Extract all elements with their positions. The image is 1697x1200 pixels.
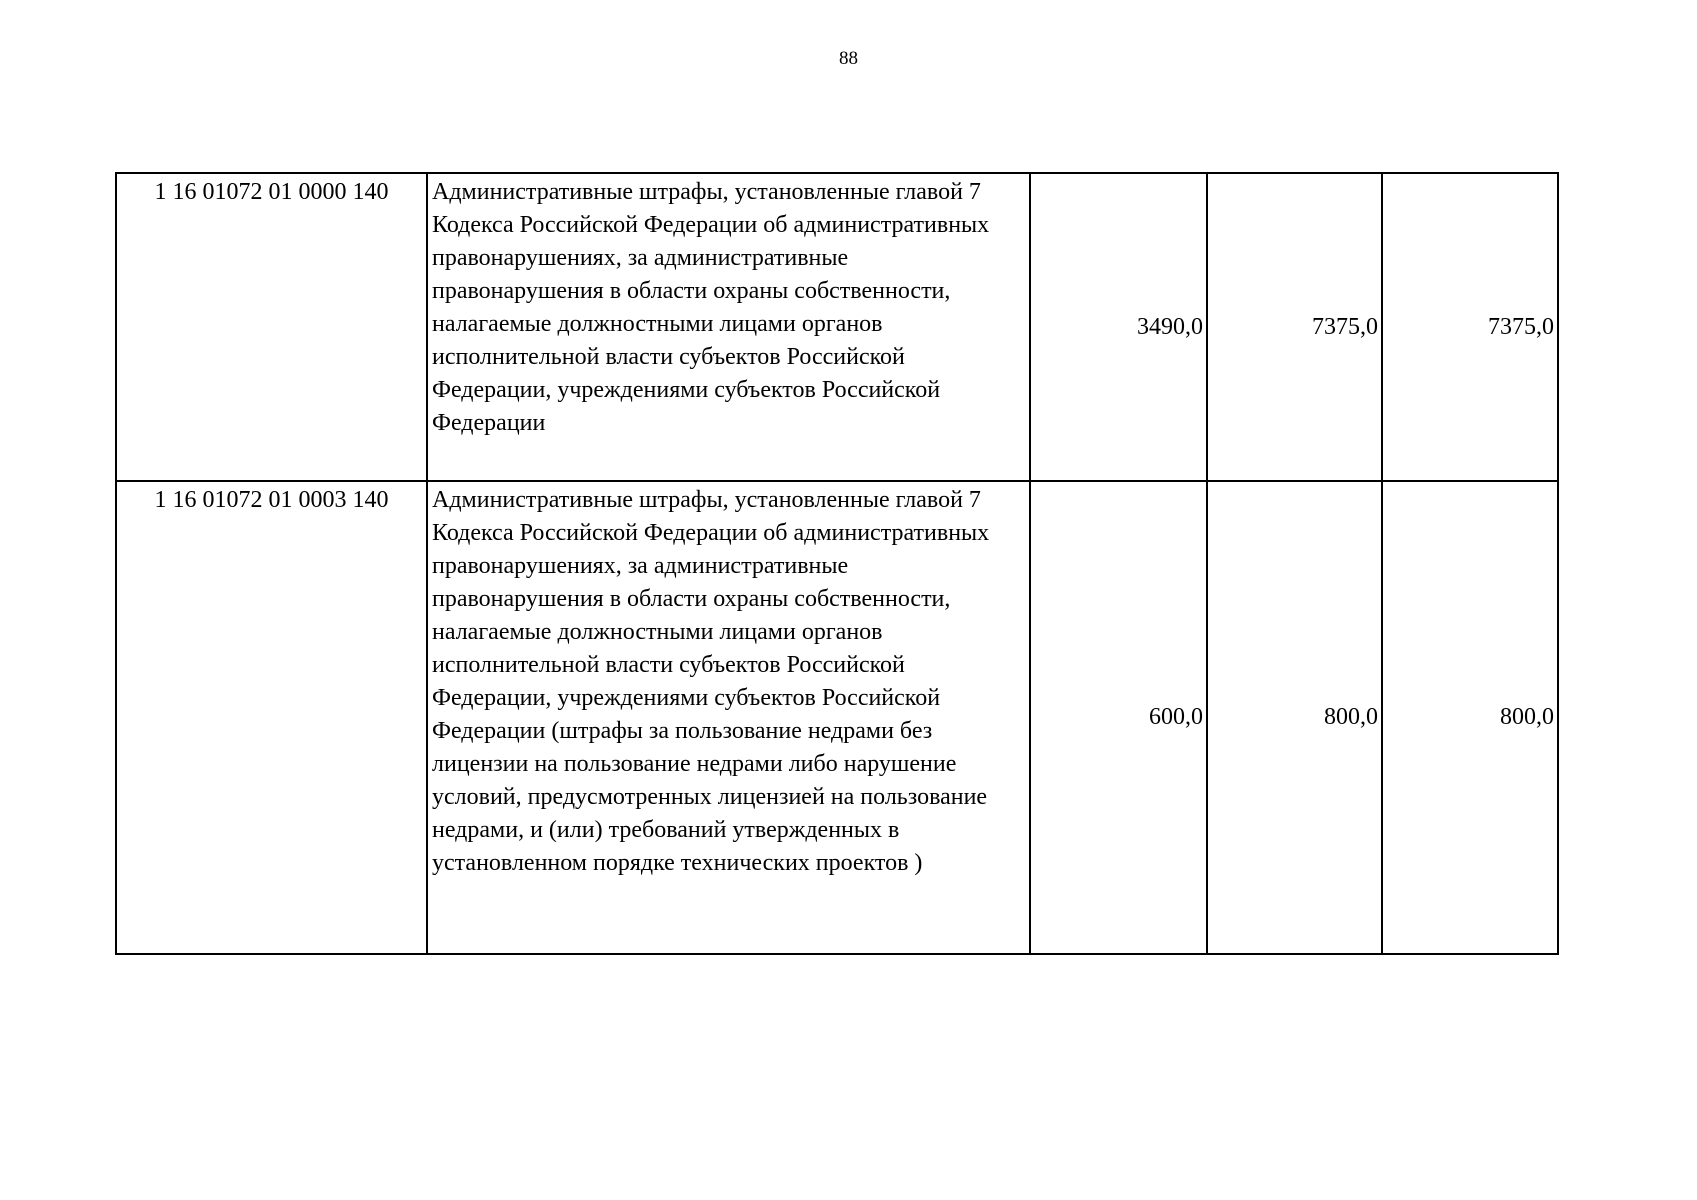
description-cell: Административные штрафы, установленные главой 7 Кодекса Российской Федерации об административных правонарушениях, за административные правонарушения в области охраны собственности, налагаемые должностными лицами органов исполнительной власти субъектов Российской Федерации, учреждениями субъектов Российской Федерации (штрафы за пользование недрами без лицензии на пользование недрами либо нарушение условий, предусмотренных лицензией на пользование недрами, и (или) требований утвержденных в установленном порядке технических проектов ) bbox=[427, 481, 1030, 954]
budget-code-cell: 1 16 01072 01 0000 140 bbox=[116, 173, 427, 481]
description-cell: Административные штрафы, установленные главой 7 Кодекса Российской Федерации об административных правонарушениях, за административные правонарушения в области охраны собственности, налагаемые должностными лицами органов исполнительной власти субъектов Российской Федерации, учреждениями субъектов Российской Федерации bbox=[427, 173, 1030, 481]
table-row bbox=[116, 481, 1558, 954]
value-cell-year-2: 800,0 bbox=[1207, 481, 1382, 954]
value-cell-year-1: 600,0 bbox=[1030, 481, 1207, 954]
revenue-table bbox=[115, 172, 1559, 955]
value-cell-year-3: 800,0 bbox=[1382, 481, 1558, 954]
value-cell-year-2: 7375,0 bbox=[1207, 173, 1382, 481]
value-cell-year-3: 7375,0 bbox=[1382, 173, 1558, 481]
page-number: 88 bbox=[839, 48, 858, 69]
table-row bbox=[116, 173, 1558, 481]
value-cell-year-1: 3490,0 bbox=[1030, 173, 1207, 481]
budget-code-cell: 1 16 01072 01 0003 140 bbox=[116, 481, 427, 954]
